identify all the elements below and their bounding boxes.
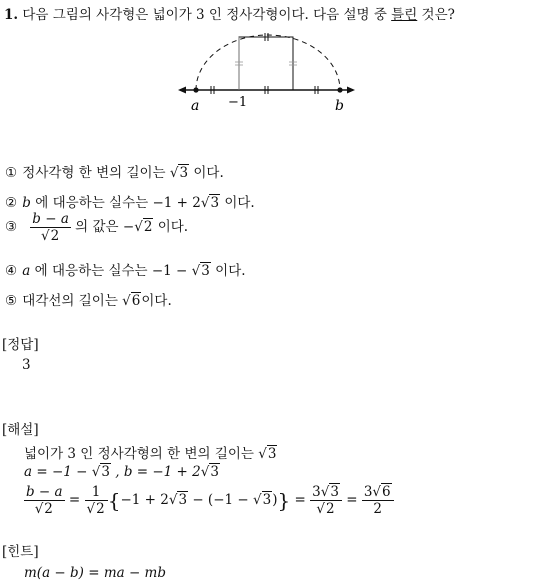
label-b: b [335, 98, 344, 114]
option-4[interactable] [4, 259, 246, 279]
option-number: ③ [4, 219, 18, 235]
fraction: $\frac{3√3}{√2}$ [310, 484, 342, 517]
sqrt: √3 [200, 464, 219, 480]
sqrt: √6 [122, 293, 141, 309]
hint-formula: m(a − b) = ma − mb [24, 565, 167, 581]
question-text-after: 것은? [417, 7, 455, 23]
option-text: 의 값은 − [70, 219, 135, 235]
sqrt: √3 [91, 464, 110, 480]
sqrt: √3 [253, 492, 272, 508]
option-number: ② [4, 195, 18, 211]
fraction: $\frac{1}{√2}$ [85, 484, 108, 517]
sqrt: √3 [168, 492, 188, 508]
sqrt: √3 [200, 195, 220, 211]
option-text: 에 대응하는 실수는 [30, 263, 152, 279]
var-b: b [22, 195, 31, 211]
fraction: $\frac{3√6}{2}$ [362, 484, 394, 517]
right-arrow-icon [347, 87, 355, 94]
fraction: $\frac{b - a}{√2}$ [32, 211, 69, 244]
option-text: 이다. [220, 195, 255, 211]
option-text: 이다. [153, 219, 189, 235]
option-number: ④ [4, 263, 18, 279]
point-a [193, 87, 198, 92]
answer-label: [정답] [2, 337, 39, 353]
sqrt: √3 [169, 165, 189, 181]
question-text-before: 다음 그림의 사각형은 넓이가 3 인 정사각형이다. 다음 설명 중 [22, 7, 392, 23]
question-emphasis: 틀린 [391, 7, 418, 23]
question-number: 1. [4, 7, 19, 23]
option-text: 이다. [141, 293, 172, 309]
option-text: 에 대응하는 실수는 [30, 195, 153, 211]
option-2[interactable] [4, 191, 255, 211]
explain-label: [해설] [2, 422, 39, 438]
left-arrow-icon [178, 87, 186, 94]
math-text: −1 − [151, 263, 192, 279]
option-5[interactable] [4, 289, 172, 309]
dashed-arc [196, 35, 340, 90]
explain-line-1: 넓이가 3 인 정사각형의 한 변의 길이는 √3 [24, 446, 277, 462]
number-line-figure [0, 0, 533, 130]
math-text: −1 + 2 [152, 195, 201, 211]
option-text: 이다. [189, 165, 224, 181]
hint-label: [힌트] [2, 544, 39, 560]
sqrt: √2 [134, 219, 153, 235]
fraction: $\frac{b - a}{√2}$ [26, 484, 63, 517]
label-minus-one: −1 [228, 95, 248, 110]
explain-line-2: a = −1 − √3 , b = −1 + 2√3 [24, 464, 219, 480]
option-text: 정사각형 한 변의 길이는 [22, 165, 170, 181]
option-number: ① [4, 165, 18, 181]
option-number: ⑤ [4, 293, 18, 309]
option-text: 이다. [210, 263, 246, 279]
option-3[interactable] [4, 211, 188, 244]
label-a: a [191, 98, 200, 114]
option-text: 대각선의 길이는 [22, 293, 123, 309]
answer-value: 3 [22, 357, 31, 373]
var-a: a [22, 263, 31, 279]
option-1[interactable] [4, 161, 224, 181]
square [239, 37, 293, 90]
sqrt: √3 [258, 446, 277, 462]
explain-line-3: $\frac{b - a}{√2}$ = $\frac{1}{√2}$ {−1 + 2√3 − (−1 − √3)} = $\frac{3√3}{√2}$ = $\frac{3√6}{2}$ [24, 484, 394, 517]
sqrt: √3 [191, 263, 210, 279]
point-b [337, 87, 342, 92]
